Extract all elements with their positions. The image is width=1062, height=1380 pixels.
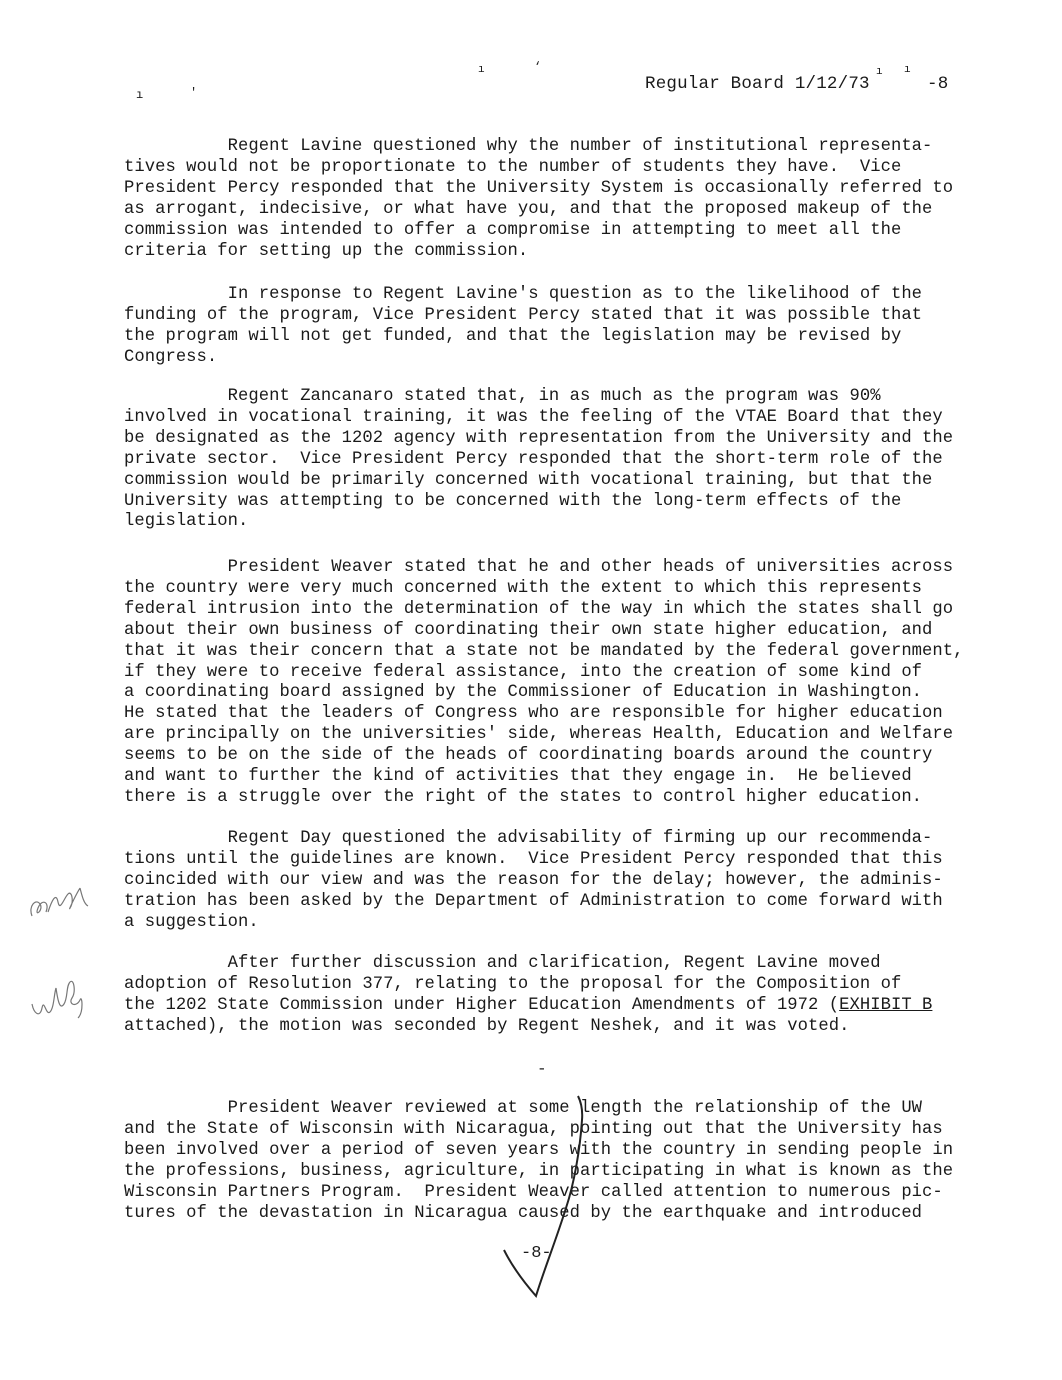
text-line-part: the 1202 State Commission under Higher Education Amendments of 1972 ( [124, 995, 840, 1015]
text-line: University was attempting to be concerned with the long-term effects of the [124, 491, 902, 511]
text-line: seems to be on the side of the heads of coordinating boards around the country [124, 746, 933, 766]
text-line: adoption of Resolution 377, relating to the proposal for the Composition of [124, 974, 902, 994]
section-separator: - [537, 1060, 547, 1078]
page-header [645, 74, 949, 94]
text-line: commission was intended to offer a compromise in attempting to meet all the [124, 220, 902, 240]
text-line: tration has been asked by the Department of Administration to come forward with [124, 891, 943, 911]
text-line: the professions, business, agriculture, in participating in what is known as the [124, 1161, 954, 1181]
text-line: are principally on the universities' side, whereas Health, Education and Welfare [124, 725, 954, 745]
text-line: been involved over a period of seven years with the country in sending people in [124, 1140, 954, 1160]
text-line: and want to further the kind of activities that they engage in. He believed [124, 767, 912, 787]
paragraph-3 [124, 387, 953, 533]
text-line: a coordinating board assigned by the Commissioner of Education in Washington. [124, 683, 923, 703]
text-line: legislation. [124, 512, 249, 532]
header-page-ref: -8 [927, 74, 949, 94]
text-line: as arrogant, indecisive, or what have you, and that the proposed makeup of the [124, 199, 933, 219]
text-line: Congress. [124, 347, 218, 367]
text-line: Wisconsin Partners Program. President Weaver called attention to numerous pic- [124, 1182, 943, 1202]
text-line: President Weaver reviewed at some length the relationship of the UW [124, 1099, 923, 1118]
text-line: the country were very much concerned with the extent to which this represents [124, 578, 923, 598]
text-line: commission would be primarily concerned with vocational training, but that the [124, 470, 933, 490]
text-line: involved in vocational training, it was the feeling of the VTAE Board that they [124, 407, 943, 427]
stray-mark: ı [478, 64, 485, 76]
stray-mark: ı [904, 64, 911, 76]
paragraph-1 [124, 137, 953, 262]
text-line: be designated as the 1202 agency with representation from the University and the [124, 428, 954, 448]
paragraph-2 [124, 285, 922, 369]
paragraph-6 [124, 954, 932, 1038]
stray-mark: ı [136, 88, 144, 102]
stray-mark: ı [876, 66, 883, 78]
page-number: -8- [521, 1244, 552, 1263]
text-line: about their own business of coordinating their own state higher education, and [124, 620, 933, 640]
text-line: private sector. Vice President Percy responded that the short-term role of the [124, 449, 943, 469]
text-line: In response to Regent Lavine's question as to the likelihood of the [124, 285, 923, 304]
text-line: He stated that the leaders of Congress who are responsible for higher education [124, 704, 943, 724]
text-line: criteria for setting up the commission. [124, 241, 529, 261]
text-line: Regent Lavine questioned why the number of institutional representa- [124, 137, 933, 156]
text-line: attached), the motion was seconded by Regent Neshek, and it was voted. [124, 1016, 850, 1036]
text-line: the program will not get funded, and that the legislation may be revised by [124, 326, 902, 346]
text-line [124, 996, 932, 1017]
text-line: federal intrusion into the determination of the way in which the states shall go [124, 599, 954, 619]
text-line: if they were to receive federal assistance, into the creation of some kind of [124, 662, 923, 682]
stray-mark: ′ [190, 86, 198, 100]
exhibit-reference: EXHIBIT B [839, 995, 933, 1015]
text-line: funding of the program, Vice President Percy stated that it was possible that [124, 305, 923, 325]
text-line: Regent Day questioned the advisability of firming up our recommenda- [124, 829, 933, 848]
text-line: tions until the guidelines are known. Vice President Percy responded that this [124, 849, 943, 869]
text-line: President Percy responded that the University System is occasionally referred to [124, 178, 954, 198]
stray-mark: ‘ [534, 60, 542, 74]
text-line: President Weaver stated that he and other heads of universities across [124, 558, 954, 577]
paragraph-5 [124, 829, 943, 934]
text-line: Regent Zancanaro stated that, in as much as the program was 90% [124, 387, 881, 406]
header-title: Regular Board 1/12/73 [645, 74, 870, 94]
text-line: and the State of Wisconsin with Nicaragua, pointing out that the University has [124, 1119, 943, 1139]
handwritten-margin-note [20, 968, 100, 1028]
handwritten-margin-note [22, 868, 102, 928]
text-line: tives would not be proportionate to the number of students they have. Vice [124, 157, 902, 177]
text-line: there is a struggle over the right of the states to control higher education. [124, 787, 923, 807]
paragraph-7 [124, 1099, 953, 1224]
text-line: tures of the devastation in Nicaragua caused by the earthquake and introduced [124, 1203, 923, 1223]
text-line: a suggestion. [124, 912, 259, 932]
text-line: After further discussion and clarification, Regent Lavine moved [124, 954, 881, 973]
text-line: that it was their concern that a state not be mandated by the federal government, [124, 641, 964, 661]
paragraph-4 [124, 558, 964, 809]
text-line: coincided with our view and was the reason for the delay; however, the adminis- [124, 870, 943, 890]
